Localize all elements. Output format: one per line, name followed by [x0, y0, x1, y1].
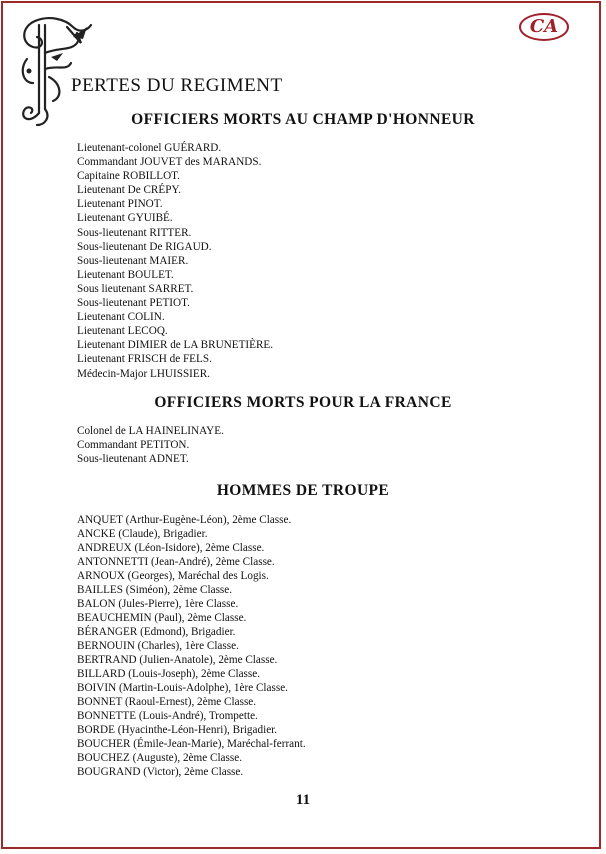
- officers-champ-honneur-list: [77, 141, 273, 381]
- list-item: Lieutenant GYUIBÉ.: [77, 212, 173, 225]
- list-item: BORDE (Hyacinthe-Léon-Henri), Brigadier.: [77, 724, 278, 736]
- list-item: BERTRAND (Julien-Anatole), 2ème Classe.: [77, 654, 278, 666]
- list-item: Sous lieutenant SARRET.: [77, 282, 194, 295]
- heading-hommes-de-troupe: HOMMES DE TROUPE: [216, 482, 390, 499]
- list-item: Colonel de LA HAINELINAYE.: [77, 425, 224, 437]
- list-item: ANCKE (Claude), Brigadier.: [77, 528, 208, 540]
- list-item: BEAUCHEMIN (Paul), 2ème Classe.: [77, 612, 247, 624]
- list-item: BOIVIN (Martin-Louis-Adolphe), 1ère Classe.: [77, 682, 288, 694]
- list-item: BÉRANGER (Edmond), Brigadier.: [77, 626, 236, 638]
- list-item: BONNETTE (Louis-André), Trompette.: [77, 710, 258, 722]
- list-item: BALON (Jules-Pierre), 1ère Classe.: [77, 598, 239, 610]
- list-item: Sous-lieutenant PETIOT.: [77, 297, 190, 310]
- list-item: ANQUET (Arthur-Eugène-Léon), 2ème Classe.: [77, 514, 292, 526]
- list-item: Lieutenant PINOT.: [77, 198, 163, 211]
- list-item: BOUCHEZ (Auguste), 2ème Classe.: [77, 752, 242, 764]
- officers-pour-la-france-list: [77, 424, 224, 466]
- list-item: Sous-lieutenant ADNET.: [77, 453, 189, 466]
- list-item: Lieutenant LECOQ.: [77, 325, 168, 338]
- ca-logo-badge: CA: [519, 13, 569, 41]
- list-item: Médecin-Major LHUISSIER.: [77, 367, 210, 380]
- document-page: [1, 1, 601, 849]
- list-item: BILLARD (Louis-Joseph), 2ème Classe.: [77, 668, 261, 680]
- list-item: ANTONNETTI (Jean-André), 2ème Classe.: [77, 556, 275, 568]
- list-item: ARNOUX (Georges), Maréchal des Logis.: [77, 570, 269, 582]
- page-number: 11: [295, 792, 311, 808]
- list-item: Commandant JOUVET des MARANDS.: [77, 156, 262, 169]
- list-item: Sous-lieutenant RITTER.: [77, 226, 192, 239]
- list-item: BOUGRAND (Victor), 2ème Classe.: [77, 766, 244, 778]
- list-item: Lieutenant COLIN.: [77, 311, 165, 324]
- heading-champ-honneur: OFFICIERS MORTS AU CHAMP D'HONNEUR: [131, 111, 475, 128]
- list-item: ANDREUX (Léon-Isidore), 2ème Classe.: [77, 542, 265, 554]
- list-item: Commandant PETITON.: [77, 439, 190, 452]
- list-item: Lieutenant FRISCH de FELS.: [77, 353, 212, 366]
- list-item: BONNET (Raoul-Ernest), 2ème Classe.: [77, 696, 257, 708]
- heading-pour-la-france: OFFICIERS MORTS POUR LA FRANCE: [154, 394, 452, 411]
- list-item: Capitaine ROBILLOT.: [77, 170, 180, 183]
- list-item: Lieutenant-colonel GUÉRARD.: [77, 142, 222, 154]
- list-item: Lieutenant DIMIER de LA BRUNETIÈRE.: [77, 339, 274, 352]
- list-item: Lieutenant BOULET.: [77, 268, 174, 281]
- hommes-de-troupe-list: [77, 513, 306, 779]
- page-title: PERTES DU REGIMENT: [71, 75, 283, 96]
- list-item: Sous-lieutenant MAIER.: [77, 254, 189, 267]
- list-item: BERNOUIN (Charles), 1ère Classe.: [77, 640, 239, 652]
- list-item: Sous-lieutenant De RIGAUD.: [77, 240, 212, 253]
- list-item: BAILLES (Siméon), 2ème Classe.: [77, 584, 233, 596]
- list-item: Lieutenant De CRÉPY.: [77, 184, 181, 197]
- list-item: BOUCHER (Émile-Jean-Marie), Maréchal-ferrant.: [77, 738, 306, 750]
